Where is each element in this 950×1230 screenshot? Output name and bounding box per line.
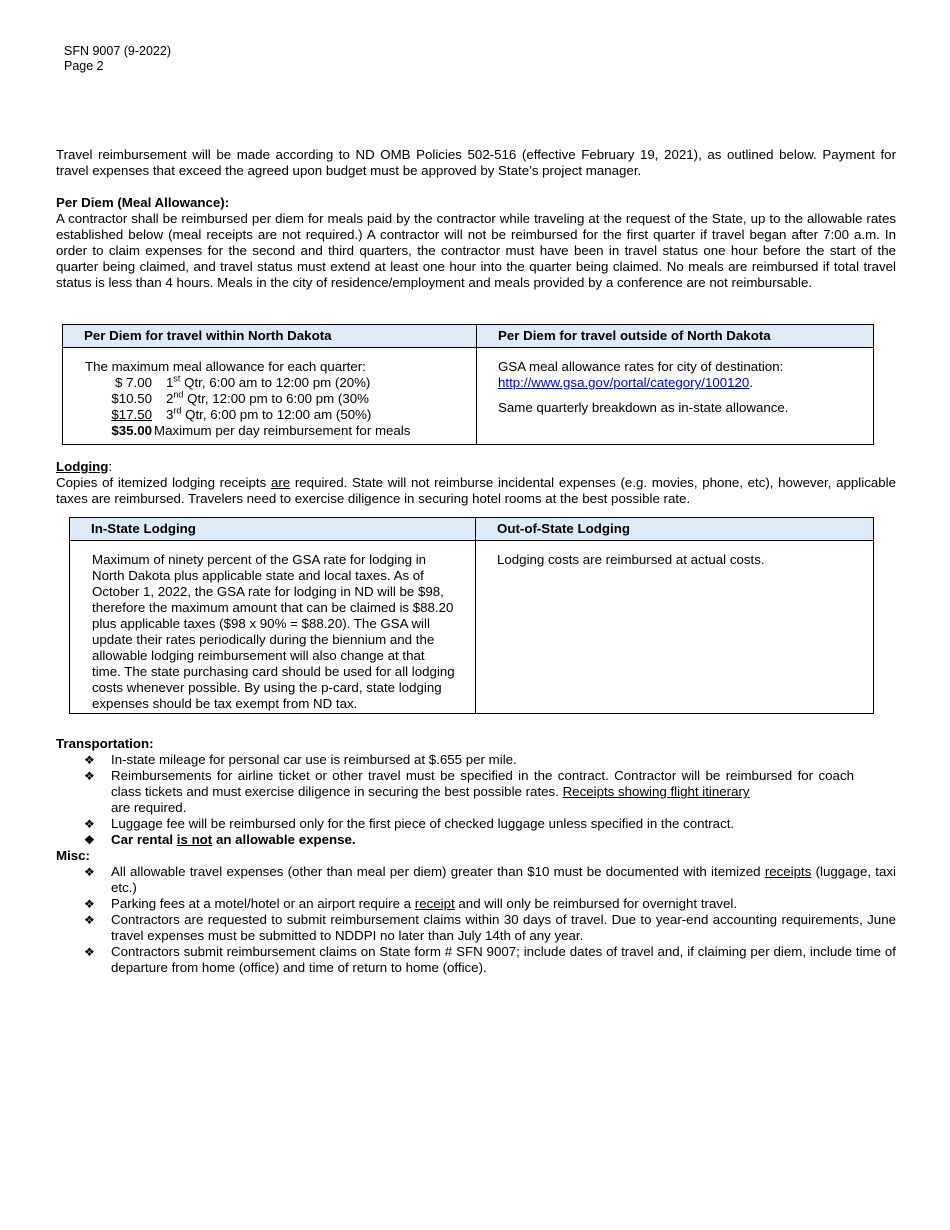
lodging-section: [56, 459, 896, 507]
diamond-bullet-icon: ❖: [84, 897, 95, 911]
rate-total-desc: Maximum per day reimbursement for meals: [154, 423, 411, 438]
rate-row-total: [85, 423, 470, 439]
in-state-line: expenses should be tax exempt from ND tax.: [92, 696, 358, 711]
rate-desc: 2nd Qtr, 12:00 pm to 6:00 pm (30%: [166, 389, 369, 406]
transportation-list: [56, 752, 896, 848]
rate-row-q2: [85, 391, 470, 407]
list-item: ❖ Parking fees at a motel/hotel or an airport require a receipt and will only be reimbursed for overnight travel.: [84, 896, 738, 911]
transportation-title: Transportation:: [56, 736, 154, 751]
meal-allowance-intro: The maximum meal allowance for each quarter:: [85, 359, 366, 374]
in-state-line: October 1, 2022, the GSA rate for lodging in ND will be $98,: [92, 584, 444, 599]
lodging-header-in-state: In-State Lodging: [70, 518, 476, 541]
list-item: ❖ Luggage fee will be reimbursed only for the first piece of checked luggage unless specified in the contract.: [84, 816, 735, 831]
per-diem-in-state-cell: [63, 348, 477, 445]
in-state-line: North Dakota plus applicable state and local taxes. As of: [92, 568, 424, 583]
rate-row-q1: [85, 375, 470, 391]
page-number: Page 2: [64, 59, 104, 73]
per-diem-body: A contractor shall be reimbursed per diem for meals paid by the contractor while traveling at the request of the State, up to the allowable rates established below (meal receipts are not required.) A contractor will not be reimbursed for the first quarter if travel began after 7:00 a.m. In order to claim expenses for the second and third quarters, the contractor must have been in travel status one hour before the start of the quarter being claimed, and travel status must extend at least one hour into the quarter being claimed. No meals are reimbursed if total travel status is less than 4 hours. Meals in the city of residence/employment and meals provided by a conference are not reimbursable.: [56, 211, 896, 290]
rate-amount: $10.50: [111, 391, 152, 406]
lodging-title-line: Lodging:: [56, 459, 113, 474]
in-state-line: update their rates periodically during the biennium and the: [92, 632, 435, 647]
in-state-line: Maximum of ninety percent of the GSA rate for lodging in: [92, 552, 427, 567]
rate-amount: $17.50: [111, 407, 152, 422]
diamond-bullet-icon: ❖: [84, 945, 95, 959]
list-item: ❖ Contractors submit reimbursement claims on State form # SFN 9007; include dates of travel and, if claiming per diem, include time of departure from home (office) and time of return to home (office).: [84, 944, 896, 975]
list-item: ❖ All allowable travel expenses (other than meal per diem) greater than $10 must be documented with itemized receipts (luggage, taxi etc.): [84, 864, 896, 895]
per-diem-out-of-state-cell: [477, 348, 874, 445]
per-diem-header-out-of-state: Per Diem for travel outside of North Dakota: [477, 325, 874, 348]
lodging-header-out-of-state: Out-of-State Lodging: [476, 518, 874, 541]
rate-total-amount: $35.00: [111, 423, 152, 438]
diamond-bullet-icon: ❖: [84, 753, 95, 767]
diamond-bullet-icon: ❖: [84, 817, 95, 831]
rate-amount: $ 7.00: [115, 375, 152, 390]
lodging-title: Lodging: [56, 459, 109, 474]
link-suffix: .: [749, 375, 754, 390]
in-state-line: allowable lodging reimbursement will also change at that: [92, 648, 425, 663]
gsa-link[interactable]: http://www.gsa.gov/portal/category/100120: [498, 375, 750, 390]
in-state-line: costs whenever possible. By using the p-card, state lodging: [92, 680, 442, 695]
list-item: ❖ Contractors are requested to submit reimbursement claims within 30 days of travel. Due to year-end accounting requirements, June travel expenses must be submitted to NDDPI no later than July 14th of any year.: [84, 912, 896, 943]
transportation-section: [56, 736, 896, 976]
intro-paragraph: Travel reimbursement will be made according to ND OMB Policies 502-516 (effective February 19, 2021), as outlined below. Payment for travel expenses that exceed the agreed upon budget must be approved by State’s project manager.: [56, 147, 896, 178]
per-diem-header-in-state: Per Diem for travel within North Dakota: [63, 325, 477, 348]
misc-list: [56, 864, 896, 976]
rate-row-q3: [85, 407, 470, 423]
per-diem-table: [62, 324, 874, 445]
form-header: [64, 44, 171, 74]
per-diem-section: [56, 195, 896, 291]
rate-desc: 3rd Qtr, 6:00 pm to 12:00 am (50%): [166, 405, 372, 422]
lodging-out-of-state-cell: Lodging costs are reimbursed at actual costs.: [476, 541, 874, 714]
gsa-rates-text: GSA meal allowance rates for city of destination:: [498, 359, 784, 374]
misc-title: Misc:: [56, 848, 90, 863]
lodging-body: Copies of itemized lodging receipts are required. State will not reimburse incidental expenses (e.g. movies, phone, etc), however, applicable taxes are reimbursed. Travelers need to exercise diligence in securing hotel rooms at the best possible rate.: [56, 475, 896, 506]
diamond-bullet-icon: ❖: [84, 769, 95, 783]
lodging-table: [69, 517, 874, 714]
diamond-bullet-icon: ❖: [84, 865, 95, 879]
diamond-bullet-icon: ❖: [84, 833, 95, 847]
rate-desc: 1st Qtr, 6:00 am to 12:00 pm (20%): [166, 373, 371, 390]
list-item: ❖ In-state mileage for personal car use is reimbursed at $.655 per mile.: [84, 752, 517, 767]
in-state-line: plus applicable taxes ($98 x 90% = $88.20). The GSA will: [92, 616, 430, 631]
diamond-bullet-icon: ❖: [84, 913, 95, 927]
per-diem-title: Per Diem (Meal Allowance):: [56, 195, 230, 210]
quarterly-breakdown-text: Same quarterly breakdown as in-state allowance.: [498, 400, 789, 415]
in-state-line: time. The state purchasing card should be used for all lodging: [92, 664, 455, 679]
form-number: SFN 9007 (9-2022): [64, 44, 172, 58]
list-item: ❖ Reimbursements for airline ticket or other travel must be specified in the contract. Contractor will be reimbursed for coach class tickets and must exercise diligence in securing the best possible rates. Receipts showing flight itinerary are required.: [84, 768, 854, 815]
lodging-in-state-cell: [70, 541, 476, 714]
list-item: ❖ Car rental is not an allowable expense.: [84, 832, 356, 847]
in-state-line: therefore the maximum amount that can be claimed is $88.20: [92, 600, 454, 615]
